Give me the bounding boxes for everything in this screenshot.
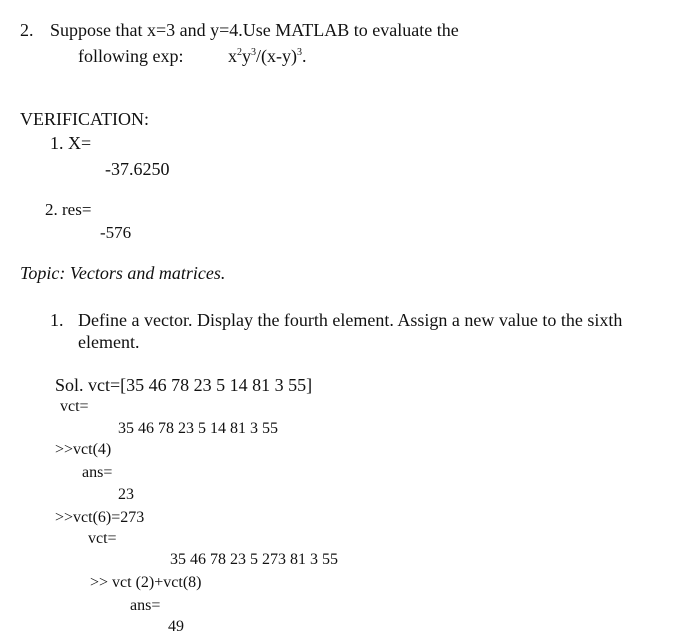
verification-heading: VERIFICATION: — [20, 109, 149, 129]
question-2-number: 2. — [20, 20, 34, 40]
solution-line-vct-label-2: vct= — [88, 530, 117, 547]
verification-item-2-value: -576 — [100, 223, 132, 242]
expr-denominator-exponent: 3 — [296, 47, 302, 58]
verification-item-1-label: 1. X= — [50, 133, 92, 153]
verification-item-1-value: -37.6250 — [105, 159, 170, 179]
expr-denominator: /(x-y) — [256, 46, 297, 66]
question-2-line-1: Suppose that x=3 and y=4.Use MATLAB to evaluate the — [50, 20, 459, 40]
solution-line-cmd-assign: >>vct(6)=273 — [55, 509, 145, 526]
task-1-line-1: Define a vector. Display the fourth element. Assign a new value to the sixth — [78, 310, 623, 330]
topic-heading: Topic: Vectors and matrices. — [20, 263, 226, 283]
expr-x: x — [228, 46, 237, 66]
solution-line-ans-value-2: 49 — [168, 618, 184, 635]
expr-x-exponent: 2 — [237, 47, 242, 58]
solution-line-ans-label-1: ans= — [82, 464, 113, 481]
question-2-expression — [228, 46, 306, 67]
solution-line-vct-value: 35 46 78 23 5 14 81 3 55 — [118, 420, 278, 437]
task-1-number: 1. — [50, 310, 64, 330]
solution-line-ans-label-2: ans= — [130, 597, 161, 614]
expr-y: y — [242, 46, 251, 66]
solution-line-cmd-vct4: >>vct(4) — [55, 441, 112, 458]
question-2-line-2: following exp: — [78, 46, 184, 66]
solution-line-vct-label: vct= — [60, 398, 89, 415]
expr-end: . — [301, 46, 307, 66]
expr-y-exponent: 3 — [251, 47, 256, 58]
solution-line-vct-value-2: 35 46 78 23 5 273 81 3 55 — [170, 551, 338, 568]
task-1-line-2: element. — [78, 332, 140, 352]
solution-line-definition: Sol. vct=[35 46 78 23 5 14 81 3 55] — [55, 375, 313, 395]
verification-item-2-label: 2. res= — [45, 200, 92, 219]
solution-line-cmd-sum: >> vct (2)+vct(8) — [90, 574, 202, 591]
solution-line-ans-value-1: 23 — [118, 486, 134, 503]
